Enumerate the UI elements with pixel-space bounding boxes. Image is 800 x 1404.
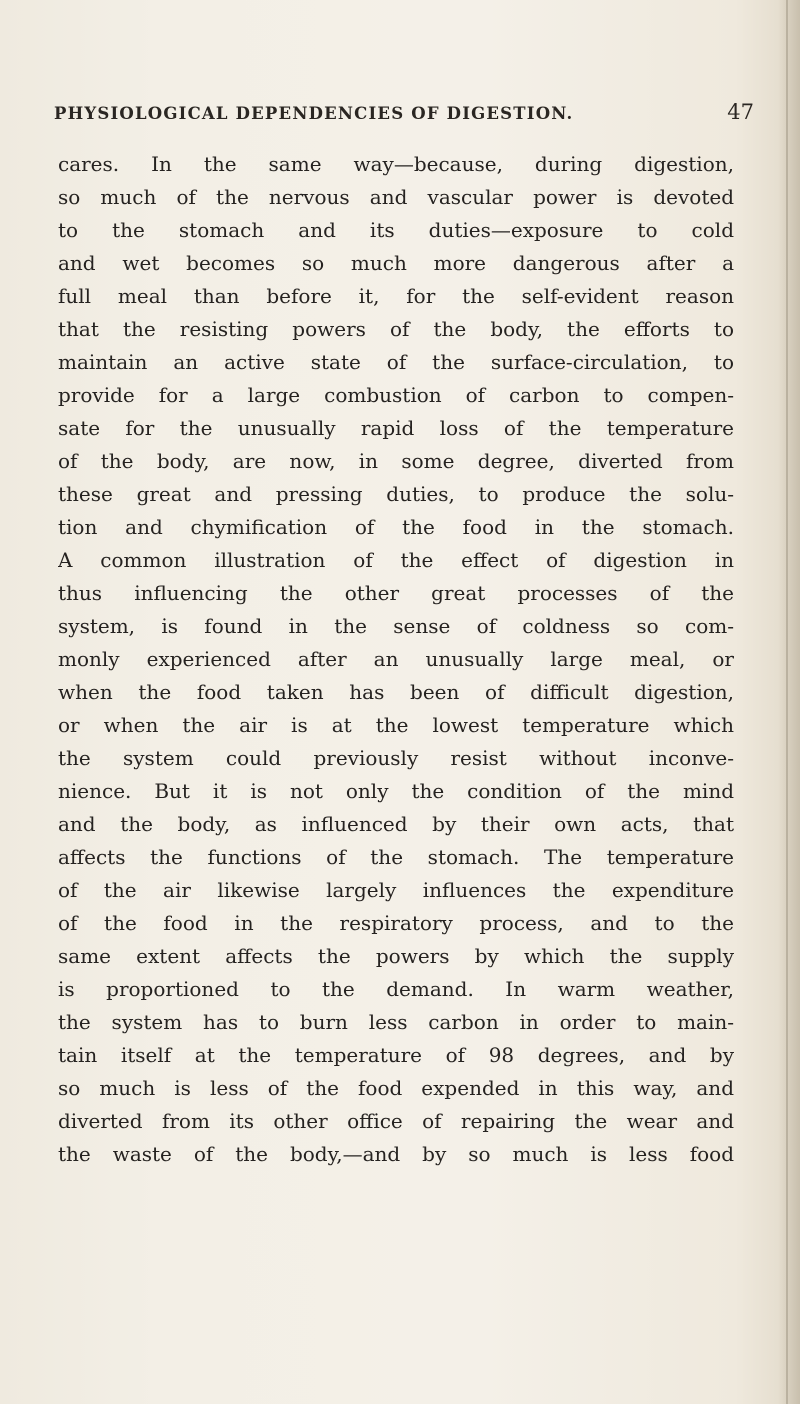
- text-line-20: nience. But it is not only the condition of the mind: [58, 779, 734, 803]
- text-line-5: full meal than before it, for the self-evident reason: [58, 284, 734, 308]
- text-line-7: maintain an active state of the surface-circulation, to: [58, 350, 734, 374]
- text-line-3: to the stomach and its duties—exposure to cold: [58, 218, 734, 242]
- text-line-18: or when the air is at the lowest temperature which: [58, 713, 734, 737]
- text-line-24: of the food in the respiratory process, and to the: [58, 911, 734, 935]
- text-line-12: tion and chymification of the food in the stomach.: [58, 515, 734, 539]
- text-line-31: the waste of the body,—and by so much is less food: [58, 1142, 734, 1166]
- running-head: [54, 100, 754, 130]
- text-line-2: so much of the nervous and vascular power is devoted: [58, 185, 734, 209]
- running-title: PHYSIOLOGICAL DEPENDENCIES OF DIGESTION.: [54, 104, 574, 123]
- text-line-10: of the body, are now, in some degree, diverted from: [58, 449, 734, 473]
- text-line-30: diverted from its other office of repairing the wear and: [58, 1109, 734, 1133]
- text-line-19: the system could previously resist without inconve-: [58, 746, 734, 770]
- text-line-1: cares. In the same way—because, during digestion,: [58, 152, 734, 176]
- page-edge-line: [786, 0, 788, 1404]
- page-number: 47: [727, 100, 754, 124]
- text-line-21: and the body, as influenced by their own acts, that: [58, 812, 734, 836]
- text-line-6: that the resisting powers of the body, the efforts to: [58, 317, 734, 341]
- text-line-11: these great and pressing duties, to produce the solu-: [58, 482, 734, 506]
- text-line-4: and wet becomes so much more dangerous after a: [58, 251, 734, 275]
- text-line-28: tain itself at the temperature of 98 degrees, and by: [58, 1043, 734, 1067]
- text-line-9: sate for the unusually rapid loss of the temperature: [58, 416, 734, 440]
- text-line-25: same extent affects the powers by which the supply: [58, 944, 734, 968]
- text-line-13: A common illustration of the effect of digestion in: [58, 548, 734, 572]
- page-edge-shadow: [778, 0, 800, 1404]
- text-line-22: affects the functions of the stomach. The temperature: [58, 845, 734, 869]
- text-line-27: the system has to burn less carbon in order to main-: [58, 1010, 734, 1034]
- text-line-29: so much is less of the food expended in this way, and: [58, 1076, 734, 1100]
- text-line-15: system, is found in the sense of coldness so com-: [58, 614, 734, 638]
- text-line-8: provide for a large combustion of carbon to compen-: [58, 383, 734, 407]
- text-line-23: of the air likewise largely influences the expenditure: [58, 878, 734, 902]
- text-line-26: is proportioned to the demand. In warm weather,: [58, 977, 734, 1001]
- text-line-17: when the food taken has been of difficult digestion,: [58, 680, 734, 704]
- text-line-14: thus influencing the other great processes of the: [58, 581, 734, 605]
- text-line-16: monly experienced after an unusually large meal, or: [58, 647, 734, 671]
- body-text: [58, 148, 734, 1171]
